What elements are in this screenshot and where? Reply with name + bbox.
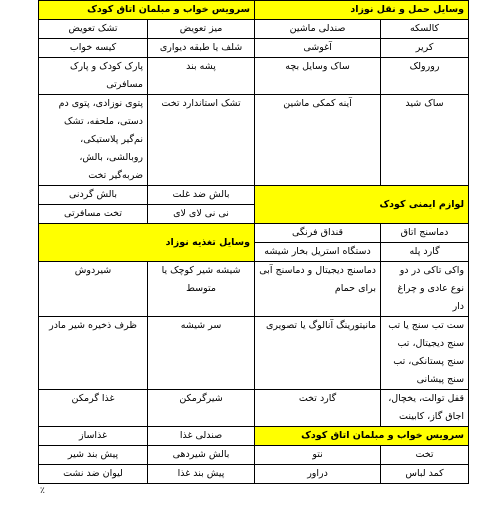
table-cell: شلف یا طبقه دیواری [148, 39, 255, 58]
table-row [39, 95, 469, 186]
section-header-carry: وسایل حمل و نقل نوزاد [255, 1, 469, 20]
table-cell: نی نی لای لای [148, 205, 255, 224]
table-cell: دراور [255, 465, 381, 484]
table-cell: گارد تخت [255, 390, 381, 427]
table-cell: سر شیشه [148, 317, 255, 390]
table-cell: کمد لباس [381, 465, 469, 484]
table-cell: کریر [381, 39, 469, 58]
table-cell: قفل توالت، یخچال، اجاق گاز، کابینت [381, 390, 469, 427]
table-cell: کیسه خواب [39, 39, 148, 58]
table-row [39, 262, 469, 317]
table-row [39, 465, 469, 484]
table-cell: کالسکه [381, 20, 469, 39]
section-header-bedroom: سرویس خواب و مبلمان اتاق کودک [39, 1, 255, 20]
table-cell: شیشه شیر کوچک یا متوسط [148, 262, 255, 317]
section-header-safety: لوازم ایمنی کودک [255, 186, 469, 224]
table-cell: آغوشی [255, 39, 381, 58]
table-cell: آینه کمکی ماشین [255, 95, 381, 186]
table-cell: تخت مسافرتی [39, 205, 148, 224]
table-row [39, 224, 469, 243]
table-cell: تخت [381, 446, 469, 465]
table-cell: دماسنج دیجیتال و دماسنج آبی برای حمام [255, 262, 381, 317]
table-row [39, 58, 469, 95]
section-header-feeding: وسایل تغذیه نوزاد [39, 224, 255, 262]
table-cell: ساک وسایل بچه [255, 58, 381, 95]
table-cell: بالش ضد غلت [148, 186, 255, 205]
table-row [39, 427, 469, 446]
table-cell: قنداق فرنگی [255, 224, 381, 243]
table-row [39, 446, 469, 465]
table-cell: ست تب سنج یا تب سنج دیجیتال، تب سنج پستانکی، تب سنج پیشانی [381, 317, 469, 390]
table-cell: پتوی نوزادی، پتوی دم دستی، ملحفه، تشک نم‌گیر پلاستیکی، روبالشی، بالش، ضربه‌گیر تخت [39, 95, 148, 186]
table-cell: غذا گرمکن [39, 390, 148, 427]
table-cell: لیوان ضد نشت [39, 465, 148, 484]
baby-items-table [38, 0, 469, 484]
table-cell: پارک کودک و پارک مسافرتی [39, 58, 148, 95]
table-cell: غذاساز [39, 427, 148, 446]
table-cell: تشک تعویض [39, 20, 148, 39]
table-cell: بالش شیردهی [148, 446, 255, 465]
table-cell: واکی تاکی در دو نوع عادی و چراغ دار [381, 262, 469, 317]
table-cell: صندلی غذا [148, 427, 255, 446]
table-cell: دماسنج اتاق [381, 224, 469, 243]
table-row [39, 1, 469, 20]
section-header-bedroom-2: سرویس خواب و مبلمان اتاق کودک [255, 427, 469, 446]
table-cell: شیرگرمکن [148, 390, 255, 427]
table-cell: نتو [255, 446, 381, 465]
footnote-mark: ٪ [40, 486, 45, 496]
table-cell: تشک استاندارد تخت [148, 95, 255, 186]
table-cell: گارد پله [381, 243, 469, 262]
table-cell: ساک شید [381, 95, 469, 186]
table-row [39, 186, 469, 205]
table-cell: صندلی ماشین [255, 20, 381, 39]
table-row [39, 20, 469, 39]
table-row [39, 317, 469, 390]
table-row [39, 39, 469, 58]
table-cell: پشه بند [148, 58, 255, 95]
table-cell: پیش بند غذا [148, 465, 255, 484]
table-cell: شیردوش [39, 262, 148, 317]
table-cell: مانیتورینگ آنالوگ یا تصویری [255, 317, 381, 390]
table-cell: ظرف ذخیره شیر مادر [39, 317, 148, 390]
table-cell: میز تعویض [148, 20, 255, 39]
table-row [39, 390, 469, 427]
table-cell: بالش گردنی [39, 186, 148, 205]
table-cell: پیش بند شیر [39, 446, 148, 465]
table-cell: رورولک [381, 58, 469, 95]
table-cell: دستگاه استریل بخار شیشه [255, 243, 381, 262]
